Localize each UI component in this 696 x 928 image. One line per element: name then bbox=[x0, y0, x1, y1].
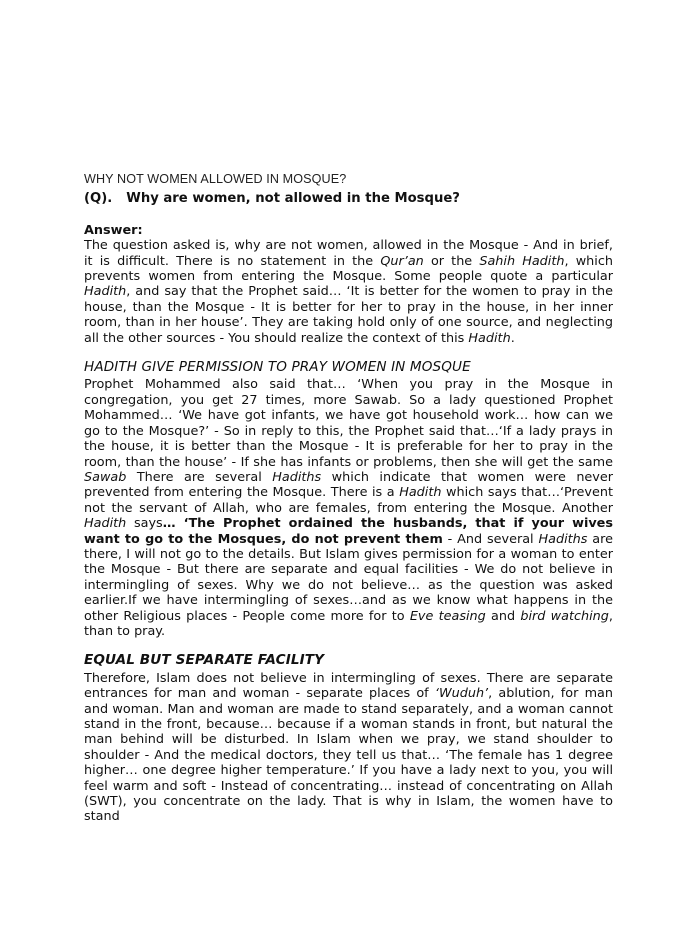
answer-paragraph bbox=[84, 238, 613, 346]
text-run: Eve teasing bbox=[409, 608, 486, 624]
section-paragraph-hadith-permission bbox=[84, 377, 613, 639]
text-run: Sawab bbox=[84, 469, 127, 485]
text-run: - And several bbox=[442, 531, 539, 547]
text-run: says bbox=[126, 516, 163, 532]
text-run: are there, I will not go to the details. But Islam gives permission for a woman to enter the Mosque - But there are separate and equal facilities - We do not believe in intermingling of sexes. Why we do not believe… as the question was asked earlier.If we have intermingling of sexes…and as we know what happens in the other Religious places - People come more for to bbox=[84, 531, 613, 624]
section-heading-equal-facility: EQUAL BUT SEPARATE FACILITY bbox=[84, 652, 325, 669]
text-run: bird watching bbox=[520, 608, 609, 624]
text-run: ‘Wuduh’ bbox=[434, 686, 489, 702]
question-text: Why are women, not allowed in the Mosque? bbox=[126, 191, 460, 207]
text-run: … ‘The Prophet ordained the husbands, that if your wives want to go to the Mosques, do not prevent them bbox=[84, 516, 613, 547]
text-run: Prophet Mohammed also said that… ‘When you pray in the Mosque in congregation, you get 27 times, more Sawab. So a lady questioned Prophet Mohammed… ‘We have got infants, we have got household work… how can we go to the Mosque?’ - So in reply to this, the Prophet said that…‘If a lady prays in the house, it is better than the Mosque - It is preferable for her to pray in the room, than the house’ - If she has infants or problems, then she will get the same bbox=[84, 377, 613, 470]
text-run: Hadiths bbox=[538, 531, 588, 547]
text-run: which indicate that women were never prevented from entering the Mosque. There is a bbox=[84, 469, 614, 501]
text-run: Therefore, Islam does not believe in intermingling of sexes. There are separate entrances for man and woman - separate places of bbox=[84, 670, 613, 702]
text-run: Hadith bbox=[84, 516, 127, 532]
text-run: or the bbox=[423, 253, 480, 269]
text-run: Hadith bbox=[84, 284, 127, 300]
text-run: and bbox=[485, 608, 521, 624]
text-run: Hadith bbox=[399, 485, 442, 501]
document-title: WHY NOT WOMEN ALLOWED IN MOSQUE? bbox=[84, 172, 347, 186]
text-run: , which prevents women from entering the Mosque. Some people quote a particular bbox=[84, 253, 613, 285]
text-run: There are several bbox=[126, 469, 273, 485]
text-run: Hadith bbox=[468, 330, 511, 346]
section-paragraph-equal-facility bbox=[84, 671, 613, 825]
section-heading-hadith-permission: HADITH GIVE PERMISSION TO PRAY WOMEN IN MOSQUE bbox=[84, 359, 471, 376]
question-tag: (Q). bbox=[84, 191, 113, 207]
text-run: Hadiths bbox=[272, 469, 322, 485]
text-run: The question asked is, why are not women, allowed in the Mosque - And in brief, it is difficult. There is no statement in the bbox=[84, 238, 613, 269]
answer-label: Answer: bbox=[84, 222, 143, 238]
question-line bbox=[84, 191, 613, 206]
text-run: Qur’an bbox=[380, 253, 424, 269]
text-run: , and say that the Prophet said… ‘It is better for the women to pray in the house, than the Mosque - It is better for her to pray in the house, in her inner room, than in her house’. They are taking hold only of one source, and neglecting all the other sources - You should realize the context of this bbox=[84, 284, 613, 346]
text-run: which says that…‘Prevent not the servant of Allah, who are females, from entering the Mosque. Another bbox=[84, 485, 613, 516]
text-run: , than to pray. bbox=[84, 608, 613, 639]
text-run: Sahih Hadith bbox=[479, 253, 565, 269]
text-run: . bbox=[510, 330, 515, 346]
text-run: , ablution, for man and woman. Man and woman are made to stand separately, and a woman cannot stand in the front, because… because if a woman stands in front, but natural the man behind will be disturbed. In Islam when we pray, we stand shoulder to shoulder - And the medical doctors, they tell us that… ‘The female has 1 degree higher… one degree higher temperature.’ If you have a lady next to you, you will feel warm and soft - Instead of concentrating… instead of concentrating on Allah (SWT), you concentrate on the lady. That is why in Islam, the women have to stand bbox=[84, 686, 613, 825]
document-body bbox=[84, 172, 613, 825]
